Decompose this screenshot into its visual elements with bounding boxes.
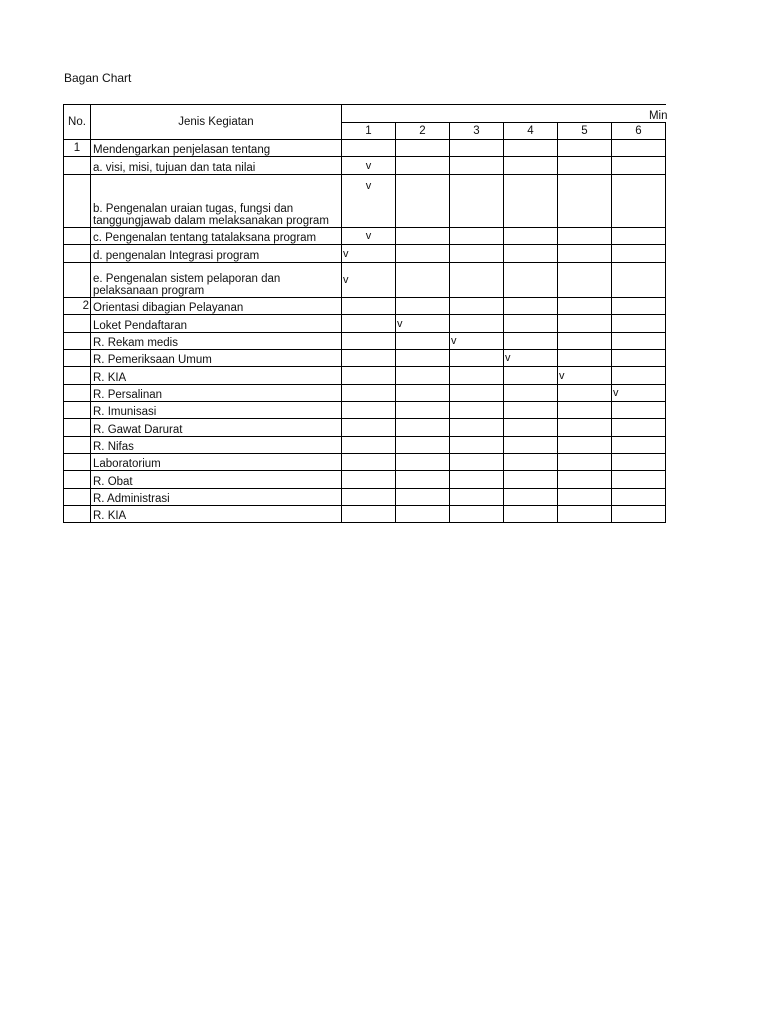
row-day-5-cell — [558, 140, 612, 157]
table-row — [64, 419, 666, 437]
row-day-2-cell — [396, 157, 450, 175]
check-mark: v — [343, 247, 349, 260]
row-day-6-cell — [612, 263, 666, 298]
row-day-3-cell — [450, 437, 504, 454]
row-activity: R. Pemeriksaan Umum — [91, 350, 342, 367]
row-day-3-cell — [450, 245, 504, 263]
header-row-top — [64, 105, 666, 123]
row-number — [64, 228, 91, 245]
row-day-1-cell — [342, 263, 396, 298]
row-day-1-cell — [342, 350, 396, 367]
row-activity: d. pengenalan Integrasi program — [91, 245, 342, 263]
row-day-3-cell — [450, 402, 504, 419]
row-day-4-cell — [504, 298, 558, 315]
row-activity: Loket Pendaftaran — [91, 315, 342, 333]
row-number — [64, 471, 91, 489]
document-title: Bagan Chart — [64, 71, 132, 85]
row-day-1-cell — [342, 315, 396, 333]
check-mark: v — [343, 274, 349, 286]
row-number — [64, 437, 91, 454]
row-day-5-cell — [558, 175, 612, 228]
table-row — [64, 506, 666, 523]
row-day-5-cell — [558, 157, 612, 175]
row-activity: R. Nifas — [91, 437, 342, 454]
row-number — [64, 157, 91, 175]
row-day-6-cell — [612, 506, 666, 523]
row-activity: R. Obat — [91, 471, 342, 489]
row-day-1-cell — [342, 402, 396, 419]
row-activity: Laboratorium — [91, 454, 342, 471]
row-day-3-cell — [450, 157, 504, 175]
table-row — [64, 489, 666, 506]
row-day-5-cell — [558, 402, 612, 419]
row-day-4-cell — [504, 263, 558, 298]
row-day-2-cell — [396, 298, 450, 315]
check-mark: v — [613, 387, 619, 399]
row-day-4-cell — [504, 489, 558, 506]
row-day-4-cell — [504, 402, 558, 419]
row-day-1-cell — [342, 367, 396, 385]
table-row — [64, 385, 666, 402]
row-day-3-cell — [450, 140, 504, 157]
row-day-6-cell — [612, 298, 666, 315]
row-number — [64, 367, 91, 385]
row-activity: a. visi, misi, tujuan dan tata nilai — [91, 157, 342, 175]
row-day-6-cell — [612, 385, 666, 402]
row-day-2-cell — [396, 506, 450, 523]
row-activity: Orientasi dibagian Pelayanan — [91, 298, 342, 315]
row-day-4-cell — [504, 333, 558, 350]
header-jenis-kegiatan: Jenis Kegiatan — [91, 105, 342, 140]
row-day-4-cell — [504, 419, 558, 437]
row-day-5-cell — [558, 419, 612, 437]
row-day-6-cell — [612, 315, 666, 333]
row-day-1-cell — [342, 506, 396, 523]
check-mark: v — [365, 230, 372, 242]
row-day-3-cell — [450, 489, 504, 506]
table-row — [64, 175, 666, 228]
row-day-1-cell — [342, 157, 396, 175]
row-day-6-cell — [612, 437, 666, 454]
row-day-1-cell — [342, 333, 396, 350]
row-activity: R. Administrasi — [91, 489, 342, 506]
row-day-2-cell — [396, 437, 450, 454]
row-day-1-cell — [342, 175, 396, 228]
row-day-4-cell — [504, 454, 558, 471]
row-day-6-cell — [612, 454, 666, 471]
row-day-5-cell — [558, 385, 612, 402]
table-row — [64, 437, 666, 454]
header-day-1: 1 — [342, 123, 396, 140]
row-day-2-cell — [396, 140, 450, 157]
row-number: 1 — [64, 140, 91, 157]
row-day-4-cell — [504, 437, 558, 454]
row-day-3-cell — [450, 228, 504, 245]
table-row — [64, 140, 666, 157]
table-row — [64, 333, 666, 350]
row-number — [64, 402, 91, 419]
row-number — [64, 419, 91, 437]
row-day-5-cell — [558, 315, 612, 333]
table-row — [64, 350, 666, 367]
row-day-4-cell — [504, 506, 558, 523]
row-day-2-cell — [396, 419, 450, 437]
row-day-6-cell — [612, 140, 666, 157]
check-mark: v — [451, 335, 457, 347]
row-day-4-cell — [504, 350, 558, 367]
row-day-2-cell — [396, 333, 450, 350]
row-day-6-cell — [612, 350, 666, 367]
table-row — [64, 471, 666, 489]
row-activity: c. Pengenalan tentang tatalaksana program — [91, 228, 342, 245]
check-mark: v — [559, 369, 565, 382]
header-day-2: 2 — [396, 123, 450, 140]
row-day-4-cell — [504, 228, 558, 245]
row-day-5-cell — [558, 333, 612, 350]
row-day-2-cell — [396, 489, 450, 506]
row-day-5-cell — [558, 350, 612, 367]
row-day-5-cell — [558, 471, 612, 489]
header-week — [342, 105, 666, 123]
row-day-5-cell — [558, 437, 612, 454]
row-number — [64, 263, 91, 298]
row-day-6-cell — [612, 489, 666, 506]
row-day-4-cell — [504, 315, 558, 333]
row-day-3-cell — [450, 298, 504, 315]
row-day-2-cell — [396, 263, 450, 298]
row-number — [64, 385, 91, 402]
header-week-label: Min — [648, 110, 668, 122]
row-day-5-cell — [558, 506, 612, 523]
row-day-1-cell — [342, 140, 396, 157]
row-day-4-cell — [504, 140, 558, 157]
row-day-5-cell — [558, 454, 612, 471]
row-day-6-cell — [612, 471, 666, 489]
row-day-2-cell — [396, 454, 450, 471]
check-mark: v — [365, 180, 372, 192]
row-number — [64, 454, 91, 471]
row-day-2-cell — [396, 350, 450, 367]
table-row — [64, 245, 666, 263]
row-day-4-cell — [504, 157, 558, 175]
row-activity: R. Persalinan — [91, 385, 342, 402]
header-day-3: 3 — [450, 123, 504, 140]
row-day-2-cell — [396, 228, 450, 245]
row-day-3-cell — [450, 385, 504, 402]
row-day-6-cell — [612, 157, 666, 175]
row-day-6-cell — [612, 333, 666, 350]
row-day-4-cell — [504, 471, 558, 489]
check-mark: v — [397, 317, 403, 330]
row-day-6-cell — [612, 419, 666, 437]
row-day-2-cell — [396, 402, 450, 419]
row-number — [64, 315, 91, 333]
table-row — [64, 298, 666, 315]
row-activity: R. Gawat Darurat — [91, 419, 342, 437]
row-activity: Mendengarkan penjelasan tentang — [91, 140, 342, 157]
row-day-3-cell — [450, 333, 504, 350]
check-mark: v — [365, 159, 372, 172]
row-day-5-cell — [558, 245, 612, 263]
row-day-5-cell — [558, 489, 612, 506]
row-activity: b. Pengenalan uraian tugas, fungsi dan tanggungjawab dalam melaksanakan program — [91, 175, 342, 228]
row-number — [64, 350, 91, 367]
row-activity: e. Pengenalan sistem pelaporan dan pelaksanaan program — [91, 263, 342, 298]
header-day-4: 4 — [504, 123, 558, 140]
header-no: No. — [64, 105, 91, 140]
row-number — [64, 333, 91, 350]
row-day-2-cell — [396, 471, 450, 489]
row-day-4-cell — [504, 385, 558, 402]
row-day-1-cell — [342, 419, 396, 437]
row-day-6-cell — [612, 175, 666, 228]
row-day-5-cell — [558, 228, 612, 245]
row-day-1-cell — [342, 471, 396, 489]
row-day-2-cell — [396, 385, 450, 402]
row-day-3-cell — [450, 315, 504, 333]
row-day-3-cell — [450, 454, 504, 471]
table-row — [64, 228, 666, 245]
row-day-2-cell — [396, 315, 450, 333]
table-row — [64, 263, 666, 298]
row-day-5-cell — [558, 298, 612, 315]
row-day-6-cell — [612, 367, 666, 385]
row-activity: R. Rekam medis — [91, 333, 342, 350]
row-day-3-cell — [450, 506, 504, 523]
check-mark: v — [505, 352, 511, 364]
row-day-6-cell — [612, 402, 666, 419]
table-row — [64, 454, 666, 471]
row-day-2-cell — [396, 175, 450, 228]
row-activity: R. KIA — [91, 367, 342, 385]
row-day-1-cell — [342, 489, 396, 506]
row-number — [64, 506, 91, 523]
row-day-3-cell — [450, 350, 504, 367]
header-day-6: 6 — [612, 123, 666, 140]
row-day-3-cell — [450, 175, 504, 228]
row-day-5-cell — [558, 263, 612, 298]
row-number — [64, 175, 91, 228]
table-row — [64, 157, 666, 175]
row-day-1-cell — [342, 228, 396, 245]
table-row — [64, 367, 666, 385]
row-day-4-cell — [504, 175, 558, 228]
row-number — [64, 245, 91, 263]
row-day-6-cell — [612, 245, 666, 263]
schedule-table — [63, 104, 666, 523]
row-day-3-cell — [450, 419, 504, 437]
header-day-5: 5 — [558, 123, 612, 140]
table-row — [64, 315, 666, 333]
row-day-4-cell — [504, 245, 558, 263]
row-day-1-cell — [342, 385, 396, 402]
row-day-1-cell — [342, 245, 396, 263]
row-day-1-cell — [342, 437, 396, 454]
row-day-3-cell — [450, 471, 504, 489]
row-day-1-cell — [342, 454, 396, 471]
row-day-2-cell — [396, 367, 450, 385]
row-number: 2 — [64, 298, 91, 315]
row-day-2-cell — [396, 245, 450, 263]
row-day-1-cell — [342, 298, 396, 315]
row-day-3-cell — [450, 367, 504, 385]
row-activity: R. KIA — [91, 506, 342, 523]
row-number — [64, 489, 91, 506]
row-day-4-cell — [504, 367, 558, 385]
row-day-5-cell — [558, 367, 612, 385]
row-activity: R. Imunisasi — [91, 402, 342, 419]
row-day-3-cell — [450, 263, 504, 298]
row-day-6-cell — [612, 228, 666, 245]
table-row — [64, 402, 666, 419]
